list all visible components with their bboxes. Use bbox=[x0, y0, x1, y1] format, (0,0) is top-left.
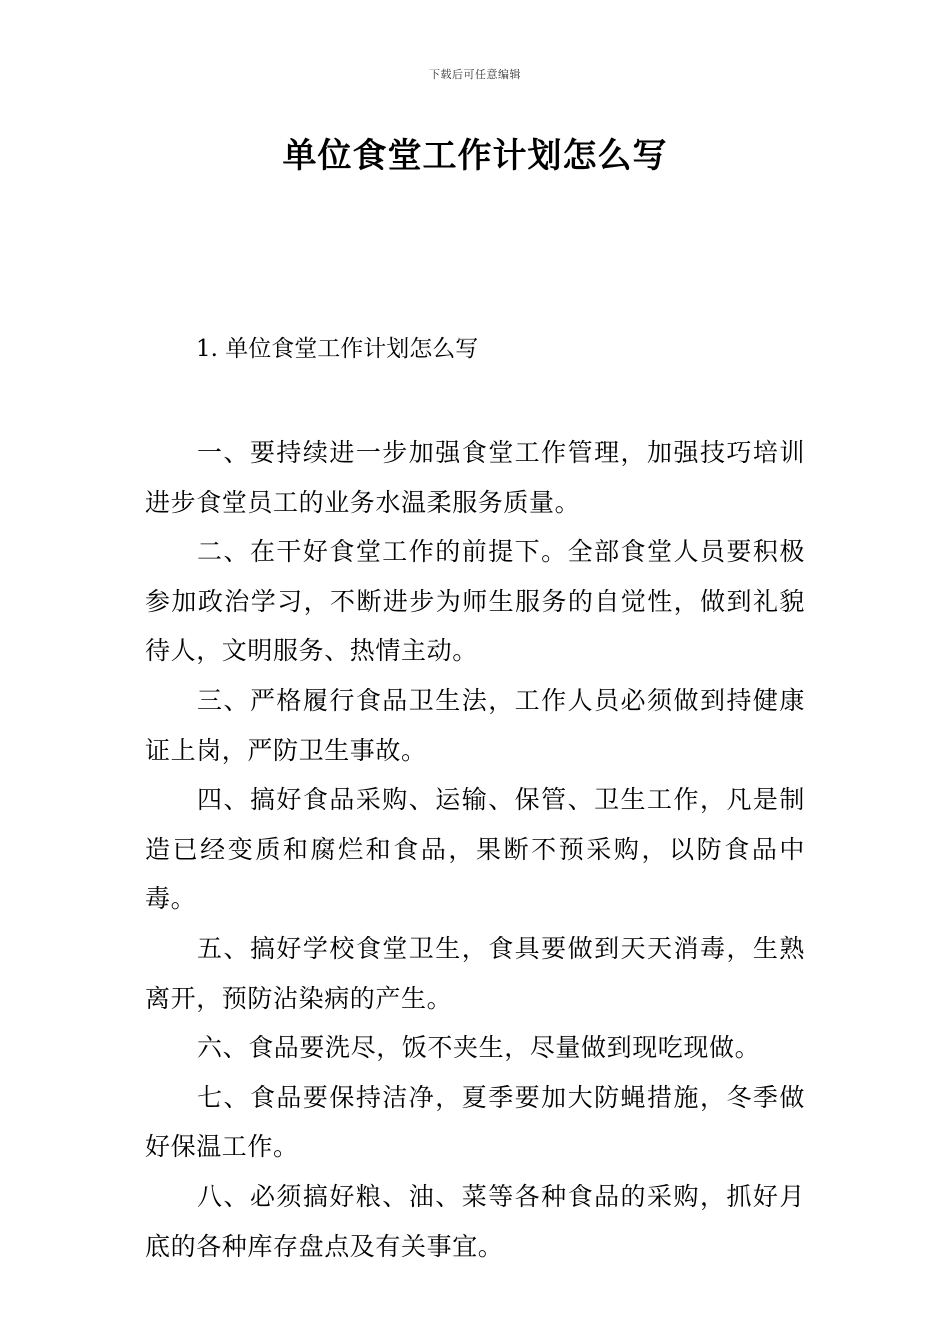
paragraph-2: 二、在干好食堂工作的前提下。全部食堂人员要积极参加政治学习，不断进步为师生服务的自觉性，做到礼貌待人，文明服务、热情主动。 bbox=[145, 537, 805, 666]
paragraph-4: 四、搞好食品采购、运输、保管、卫生工作，凡是制造已经变质和腐烂和食品，果断不预采购，以防食品中毒。 bbox=[145, 785, 805, 914]
paragraph-5: 五、搞好学校食堂卫生，食具要做到天天消毒，生熟离开，预防沾染病的产生。 bbox=[145, 933, 805, 1013]
paragraph-1: 一、要持续进一步加强食堂工作管理，加强技巧培训进步食堂员工的业务水温柔服务质量。 bbox=[145, 438, 805, 517]
paragraph-8: 八、必须搞好粮、油、菜等各种食品的采购，抓好月底的各种库存盘点及有关事宜。 bbox=[145, 1181, 805, 1261]
header-note: 下载后可任意编辑 bbox=[429, 68, 521, 81]
section-heading: 1. 单位食堂工作计划怎么写 bbox=[196, 336, 479, 362]
paragraph-3: 三、严格履行食品卫生法，工作人员必须做到持健康证上岗，严防卫生事故。 bbox=[145, 685, 805, 765]
document-title: 单位食堂工作计划怎么写 bbox=[282, 136, 668, 176]
paragraph-6: 六、食品要洗尽，饭不夹生，尽量做到现吃现做。 bbox=[197, 1033, 761, 1063]
paragraph-7: 七、食品要保持洁净，夏季要加大防蝇措施，冬季做好保温工作。 bbox=[145, 1082, 805, 1162]
body-text bbox=[145, 428, 805, 1271]
